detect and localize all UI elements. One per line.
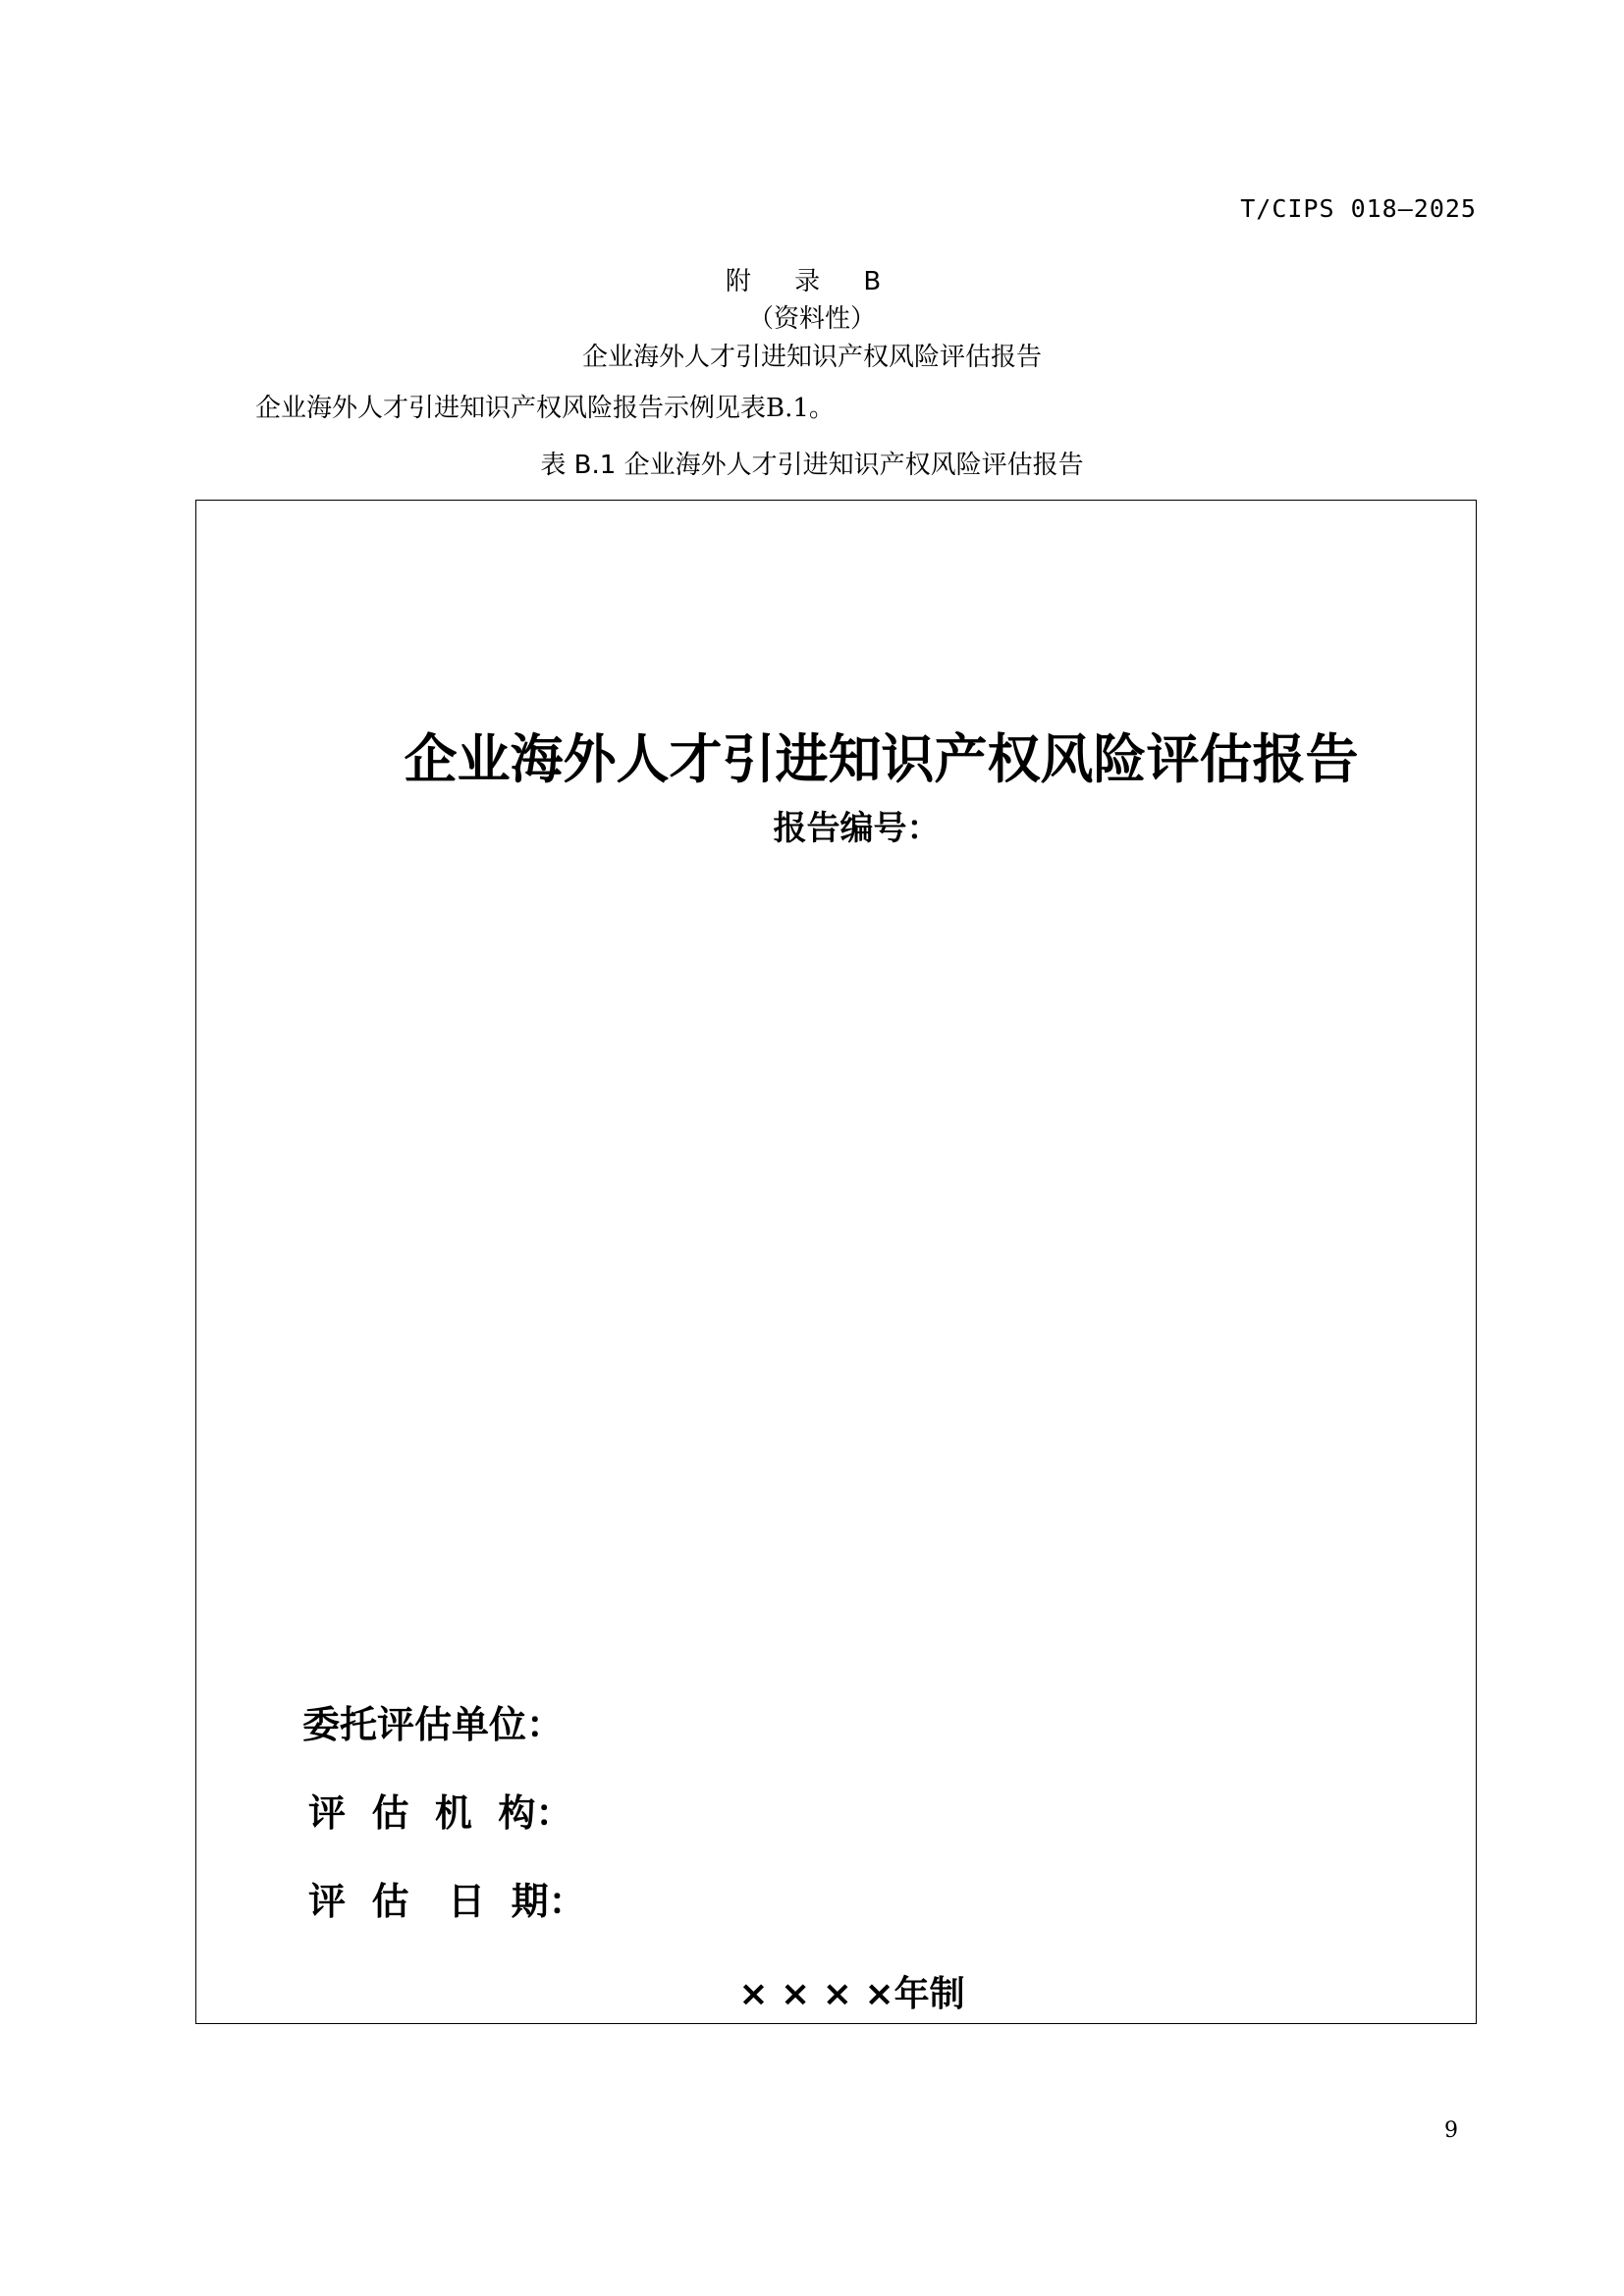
appendix-label: 附 录 B	[725, 267, 899, 296]
client-unit-label: 委托评估单位：	[302, 1703, 565, 1746]
report-cover-frame	[195, 500, 1477, 2024]
appendix-title: 企业海外人才引进知识产权风险评估报告	[581, 343, 1042, 372]
table-caption: 表 B.1 企业海外人才引进知识产权风险评估报告	[540, 451, 1084, 480]
evaluation-agency-label: 评 估 机 构：	[308, 1791, 573, 1835]
standard-code: T/CIPS 018—2025	[1240, 194, 1477, 223]
appendix-nature: （资料性）	[747, 304, 876, 334]
report-title: 企业海外人才引进知识产权风险评估报告	[404, 727, 1359, 790]
report-number-label: 报告编号：	[773, 809, 941, 848]
appendix-heading	[0, 263, 1624, 377]
made-year: × × × ×年制	[738, 1974, 965, 2014]
evaluation-date-label: 评 估 日 期：	[308, 1880, 586, 1923]
intro-paragraph: 企业海外人才引进知识产权风险报告示例见表B.1。	[255, 394, 835, 423]
page-number: 9	[1444, 2118, 1458, 2143]
